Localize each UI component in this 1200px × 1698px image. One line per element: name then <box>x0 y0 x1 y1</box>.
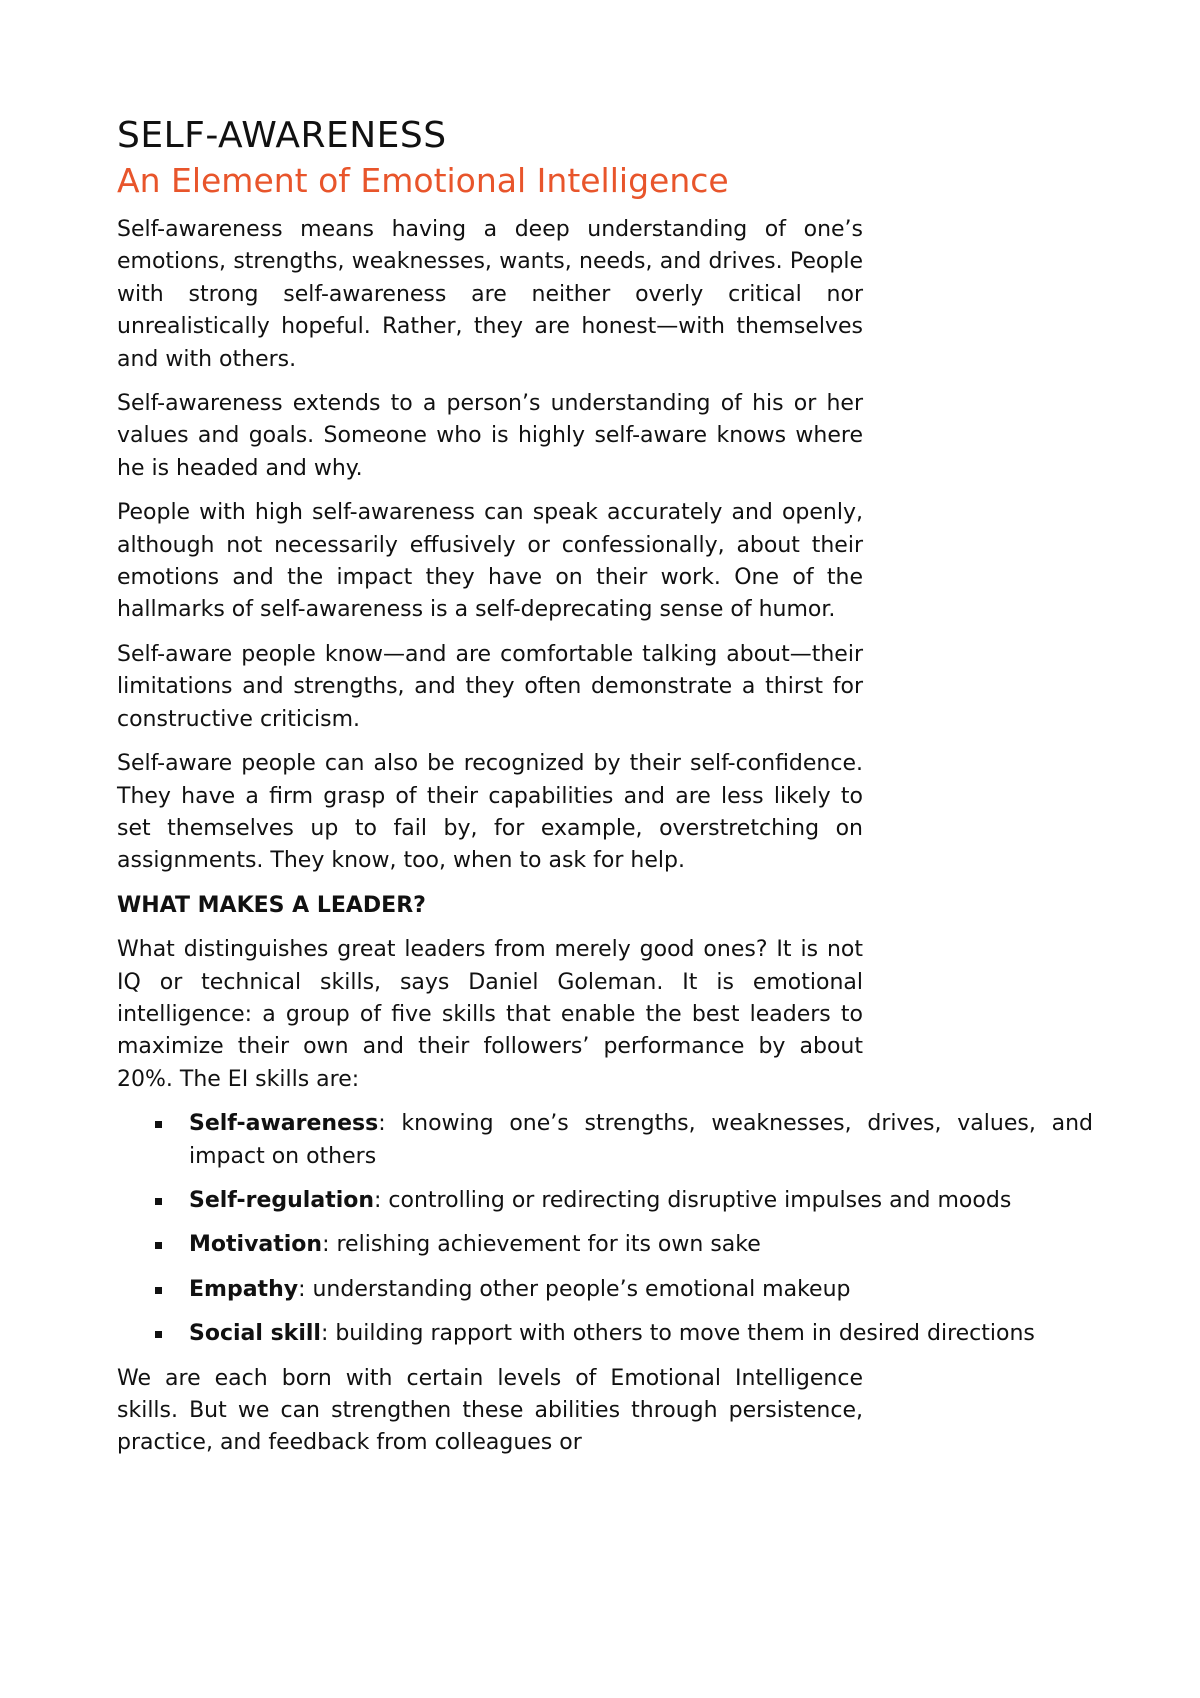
closing-paragraph: We are each born with certain levels of Emotional Intelligence skills. But we can strengthen these abilities through persistence, practice, and feedback from colleagues or <box>117 1365 863 1456</box>
body-column <box>117 214 863 1096</box>
paragraph: Self-aware people know—and are comfortable talking about—their limitations and strengths, and they often demonstrate a thirst for constructive criticism. <box>117 641 863 732</box>
square-bullet-icon <box>155 1121 162 1128</box>
skill-term: Social skill <box>189 1321 321 1347</box>
skill-description: : understanding other people’s emotional makeup <box>298 1276 851 1302</box>
skill-term: Self-regulation <box>189 1187 375 1213</box>
closing-column <box>117 1363 863 1460</box>
square-bullet-icon <box>155 1198 162 1205</box>
skill-description: : relishing achievement for its own sake <box>322 1232 761 1258</box>
page-subtitle: An Element of Emotional Intelligence <box>117 161 729 200</box>
paragraph: Self-aware people can also be recognized by their self-confidence. They have a firm grasp of their capabilities and are less likely to set themselves up to fail by, for example, overstretching on assignments. They know, too, when to ask for help. <box>117 751 863 874</box>
square-bullet-icon <box>155 1242 162 1249</box>
skill-description: : knowing one’s strengths, weaknesses, drives, values, and impact on others <box>189 1111 1093 1169</box>
square-bullet-icon <box>155 1287 162 1294</box>
paragraph: Self-awareness extends to a person’s understanding of his or her values and goals. Someone who is highly self-aware knows where he is headed and why. <box>117 391 863 481</box>
page-title: SELF-AWARENESS <box>117 115 447 156</box>
paragraph: People with high self-awareness can speak accurately and openly, although not necessarily effusively or confessionally, about their emotions and the impact they have on their work. One of the hallmarks of self-awareness is a self-deprecating sense of humor. <box>117 500 863 623</box>
skills-list <box>117 1108 1093 1350</box>
skill-term: Motivation <box>189 1232 323 1258</box>
list-item <box>117 1108 1093 1173</box>
intro-paragraph: What distinguishes great leaders from merely good ones? It is not IQ or technical skills, says Daniel Goleman. It is emotional intelligence: a group of five skills that enable the best leaders to maximize their own and their followers’ performance by about 20%. The EI skills are: <box>117 937 863 1092</box>
skill-description: : controlling or redirecting disruptive impulses and moods <box>374 1187 1012 1213</box>
list-item <box>117 1318 1093 1350</box>
square-bullet-icon <box>155 1331 162 1338</box>
list-item <box>117 1229 1093 1261</box>
list-item <box>117 1274 1093 1306</box>
list-item <box>117 1185 1093 1217</box>
skill-term: Self-awareness <box>189 1111 379 1137</box>
section-heading: WHAT MAKES A LEADER? <box>117 892 426 918</box>
skill-term: Empathy <box>189 1276 299 1302</box>
document-page <box>117 112 1093 1472</box>
skill-description: : building rapport with others to move them in desired directions <box>320 1321 1035 1347</box>
paragraph: Self-awareness means having a deep understanding of one’s emotions, strengths, weaknesses, wants, needs, and drives. People with strong self-awareness are neither overly critical nor unrealistically hopeful. Rather, they are honest—with themselves and with others. <box>117 217 863 372</box>
